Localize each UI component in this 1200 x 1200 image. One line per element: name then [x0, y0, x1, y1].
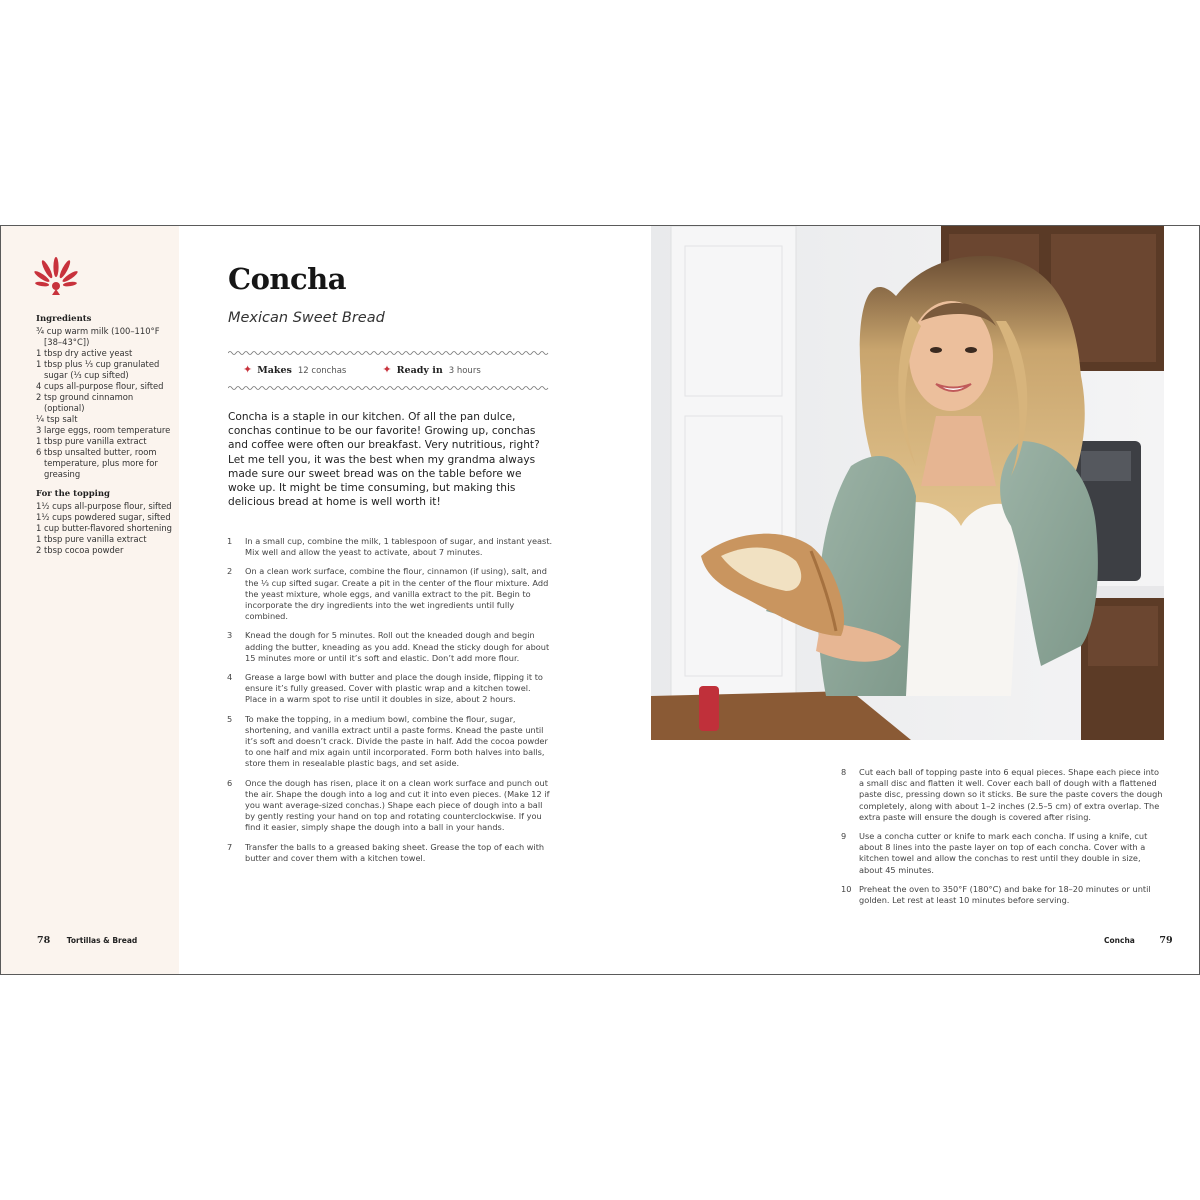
left-section-name: Tortillas & Bread: [66, 936, 138, 945]
ingredient-item: 1 tbsp plus ⅓ cup granulated sugar (⅓ cup sifted): [36, 359, 160, 380]
step-text: On a clean work surface, combine the flour, cinnamon (if using), salt, and the ⅓ cup sifted sugar. Create a pit in the center of the flour mixture. Add the yeast mixture, whole eggs, and vanilla extract to the pit. Begin to incorporate the dry ingredients into the wet ingredients until fully combined.: [245, 566, 549, 622]
ingredient-item: ¼ tsp salt: [36, 414, 78, 424]
topping-item: 1 tbsp pure vanilla extract: [36, 534, 147, 544]
ingredients-sidebar: [1, 226, 179, 974]
method-step: [227, 778, 553, 834]
step-text: Knead the dough for 5 minutes. Roll out the kneaded dough and begin adding the butter, kneading as you add. Knead the sticky dough for about 15 minutes more or until it’s soft and elastic. Don’t add more flour.: [245, 630, 550, 663]
ingredient-item: 6 tbsp unsalted butter, room temperature, plus more for greasing: [36, 447, 158, 479]
method-step: [227, 566, 553, 622]
makes-value: 12 conchas: [297, 366, 347, 376]
step-number: 3: [227, 630, 233, 641]
left-page-number: 78: [37, 935, 51, 946]
step-number: 7: [227, 841, 233, 852]
ingredient-item: 1 tbsp pure vanilla extract: [36, 436, 147, 446]
step-number: 6: [227, 777, 233, 788]
right-page-number: 79: [1159, 935, 1173, 946]
step-text: Preheat the oven to 350°F (180°C) and bake for 18–20 minutes or until golden. Let rest at least 10 minutes before serving.: [859, 883, 1151, 906]
method-step: [227, 672, 553, 706]
ready-value: 3 hours: [448, 366, 481, 376]
fan-flower-ornament-icon: [34, 256, 78, 296]
method-step: [841, 831, 1163, 876]
right-section-name: Concha: [1104, 936, 1135, 945]
right-folio: [1104, 935, 1173, 946]
method-step: [227, 714, 553, 770]
step-number: 8: [841, 767, 847, 777]
book-spread: [0, 225, 1200, 975]
step-text: Transfer the balls to a greased baking sheet. Grease the top of each with butter and cover them with a kitchen towel.: [245, 841, 545, 863]
step-text: In a small cup, combine the milk, 1 tablespoon of sugar, and instant yeast. Mix well and allow the yeast to activate, about 7 minutes.: [245, 536, 553, 558]
step-number: 10: [841, 883, 852, 894]
left-folio: [37, 935, 137, 946]
topping-heading: For the topping: [36, 489, 110, 499]
topping-item: 1½ cups all-purpose flour, sifted: [36, 501, 172, 511]
step-text: Grease a large bowl with butter and place the dough inside, flipping it to ensure it’s fully greased. Cover with plastic wrap and a kitchen towel. Place in a warm spot to rise until it doubles in size, about 2 hours.: [245, 672, 543, 705]
topping-item: 1½ cups powdered sugar, sifted: [36, 512, 171, 522]
step-number: 9: [841, 831, 847, 842]
step-number: 1: [227, 536, 233, 546]
ingredient-item: 2 tsp ground cinnamon (optional): [36, 392, 134, 413]
topping-item: 1 cup butter-flavored shortening: [36, 523, 172, 533]
step-text: Use a concha cutter or knife to mark each concha. If using a knife, cut about 8 lines into the paste layer on top of each concha. Cover with a kitchen towel and allow the conchas to rest until they double in size, about 45 minutes.: [859, 831, 1148, 875]
step-number: 2: [227, 566, 233, 577]
method-step: [227, 842, 553, 864]
recipe-subtitle: Mexican Sweet Bread: [228, 310, 385, 326]
method-step: [841, 767, 1163, 823]
step-text: To make the topping, in a medium bowl, combine the flour, sugar, shortening, and vanilla extract until a paste forms. Knead the paste until it’s soft and doesn’t crack. Divide the paste in half. Add the cocoa powder to one half and mix again until incorporated. Form both halves into balls, store them in resealable plastic bags, and set aside.: [245, 713, 548, 769]
wavy-divider-top: [228, 350, 550, 356]
recipe-title: Concha: [228, 262, 347, 296]
ingredient-item: 4 cups all-purpose flour, sifted: [36, 381, 164, 391]
method-step: [227, 536, 553, 558]
method-steps-left: [227, 536, 553, 872]
recipe-meta: [243, 363, 481, 376]
ingredient-item: 3 large eggs, room temperature: [36, 425, 171, 435]
ingredients-list: [36, 314, 174, 556]
step-text: Cut each ball of topping paste into 6 equal pieces. Shape each piece into a small disc and flatten it well. Cover each ball of dough with a flattened paste disc, pressing down so it sticks. Be sure the paste covers the dough completely, along with about 1–2 inches (2.5–5 cm) of extra overlap. The extra paste will ensure the dough is covered after rising.: [859, 767, 1163, 822]
wavy-divider-bottom: [228, 385, 550, 391]
ready-label: Ready in: [396, 365, 443, 376]
ingredients-heading: Ingredients: [36, 314, 92, 324]
topping-item: 2 tbsp cocoa powder: [36, 545, 124, 555]
step-number: 4: [227, 672, 233, 683]
cook-holding-concha-photo: [651, 226, 1164, 740]
four-point-star-icon: ✦: [382, 363, 392, 376]
step-number: 5: [227, 713, 233, 724]
method-step: [227, 630, 553, 664]
method-steps-right: [841, 767, 1163, 914]
recipe-intro: Concha is a staple in our kitchen. Of all the pan dulce, conchas continue to be our favorite! Growing up, conchas and coffee were often our breakfast. Very nutritious, right? Let me tell you, it was the best when my grandma always made sure our sweet bread was on the table before we woke up. It might be time consuming, but making this delicious bread at home is well worth it!: [228, 411, 540, 509]
four-point-star-icon: ✦: [243, 363, 253, 376]
ingredient-item: 1 tbsp dry active yeast: [36, 348, 133, 358]
method-step: [841, 884, 1163, 906]
step-text: Once the dough has risen, place it on a clean work surface and punch out the air. Shape the dough into a log and cut it into even pieces. (Make 12 if you want average-sized conchas.) Shape each piece of dough into a ball by gently resting your hand on top and rotating counterclockwise. If you find it easier, simply shape the dough into a ball in your hands.: [245, 777, 550, 833]
makes-label: Makes: [257, 365, 292, 376]
ingredient-item: ¾ cup warm milk (100–110°F [38–43°C]): [36, 326, 160, 347]
